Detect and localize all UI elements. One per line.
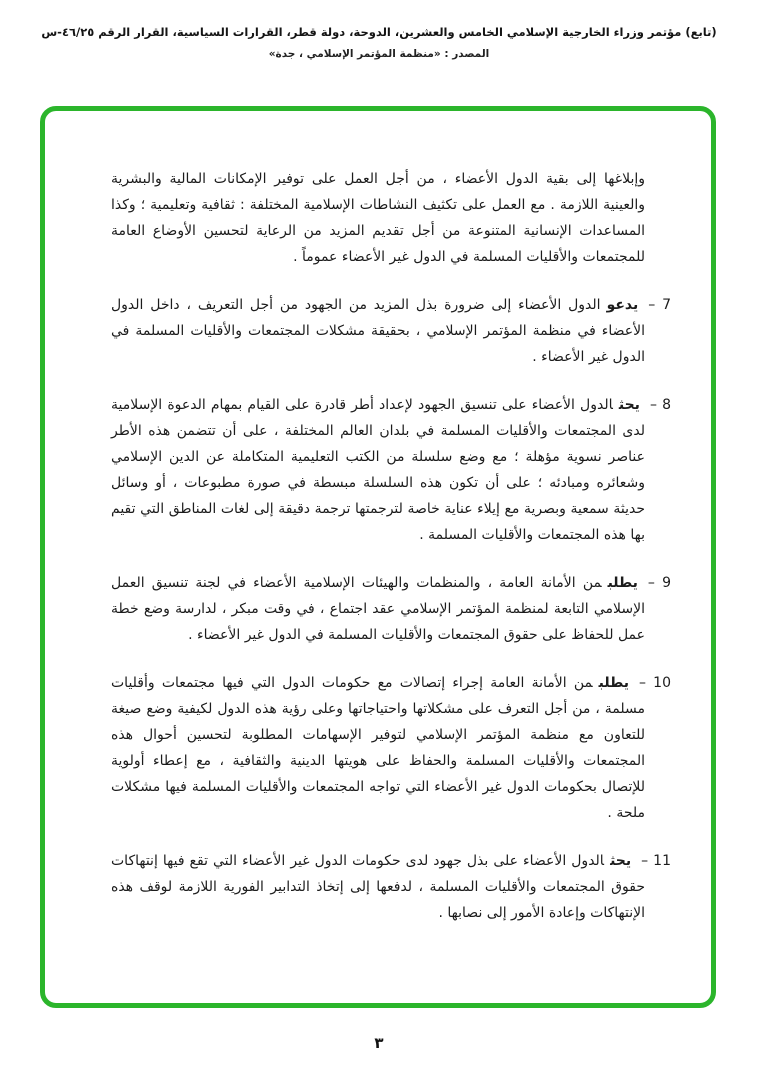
header-source-line: المصدر : «منظمة المؤتمر الإسلامي ، جدة» [268,48,490,60]
numbered-paragraph [111,570,671,648]
numbered-paragraph [111,848,671,926]
item-number: 9 – [647,575,671,591]
item-number: 7 – [648,297,672,313]
document-body [111,166,672,926]
header-title-line: (تابع) مؤتمر وزراء الخارجية الإسلامي الخامس والعشرين، الدوحة، دولة قطر، القرارات السياسية، القرار الرقم ٤٦/٢٥-س [41,25,717,39]
item-lead-word: يطلب [598,675,629,691]
item-number: 8 – [649,397,671,413]
numbered-paragraph [111,670,671,826]
item-lead-word: يحث [610,853,632,869]
item-number: 10 – [638,675,671,691]
intro-paragraph: وإبلاغها إلى بقية الدول الأعضاء ، من أجل العمل على توفير الإمكانات المالية والبشرية والعينية اللازمة . مع العمل على تكثيف النشاطات الإسلامية المختلفة : ثقافية وتعليمية ؛ وكذا المساعدات الإنسانية المتنوعة من أجل تقديم المزيد من الرعاية لتحسين الأوضاع العامة للمجتمعات والأقليات المسلمة في الدول غير الأعضاء عموماً . [111,171,645,265]
items-list [111,292,672,926]
numbered-paragraph [111,392,671,548]
numbered-paragraph [111,292,672,370]
item-number: 11 – [641,853,671,869]
item-lead-word: يحث [618,397,640,413]
item-lead-word: يطلب [607,575,638,591]
document-header [20,25,738,60]
item-text: من الأمانة العامة إجراء إتصالات مع حكومات الدول التي فيها مجتمعات وأقليات مسلمة ، من أجل التعرف على مشكلاتها واحتياجاتها وعلى رؤية هذه الدول لكيفية وضع صيغة للتعاون مع منظمة المؤتمر الإسلامي لتوفير الإسهامات المطلوبة لتحسين أحوال هذه المجتمعات والأقليات المسلمة والحفاظ على هويتها الدينية والثقافية ، مع إعطاء أولوية للإتصال بحكومات الدول غير الأعضاء التي تواجه المجتمعات والأقليات المسلمة فيها مشكلات ملحة . [111,675,645,821]
item-text: الدول الأعضاء على تنسيق الجهود لإعداد أطر قادرة على القيام بمهام الدعوة الإسلامية لدى المجتمعات والأقليات المسلمة في بلدان العالم المختلفة ، على أن تتضمن هذه الأطر عناصر نسوية مؤهلة ؛ مع وضع سلسلة من الكتب التعليمية المتكاملة عن الدين الإسلامي وشعائره ومبادئه ؛ على أن تكون هذه السلسلة مبسطة في صورة مطبوعات ، أو وسائل حديثة سمعية وبصرية مع إيلاء عناية خاصة لترجمتها ترجمة دقيقة إلى لغات المناطق التي تقيم بها هذه المجتمعات والأقليات المسلمة . [111,397,645,543]
item-text: الدول الأعضاء إلى ضرورة بذل المزيد من الجهود من أجل التعريف ، داخل الدول الأعضاء في منظمة المؤتمر الإسلامي ، بحقيقة مشكلات المجتمعات والأقليات المسلمة في الدول غير الأعضاء . [111,297,645,365]
item-lead-word: يدعو [606,297,639,313]
item-text: من الأمانة العامة ، والمنظمات والهيئات الإسلامية الأعضاء في لجنة تنسيق العمل الإسلامي التابعة لمنظمة المؤتمر الإسلامي عقد اجتماع ، في وقت مبكر ، لدارسة وضع خطة عمل للحفاظ على حقوق المجتمعات والأقليات المسلمة في الدول غير الأعضاء . [111,575,645,643]
page-number: ٣ [374,1034,384,1052]
item-text: الدول الأعضاء على بذل جهود لدى حكومات الدول غير الأعضاء التي تقع فيها إنتهاكات حقوق المجتمعات والأقليات المسلمة ، لدفعها إلى إتخاذ التدابير الفورية اللازمة لوقف هذه الإنتهاكات وإعادة الأمور إلى نصابها . [111,853,645,921]
